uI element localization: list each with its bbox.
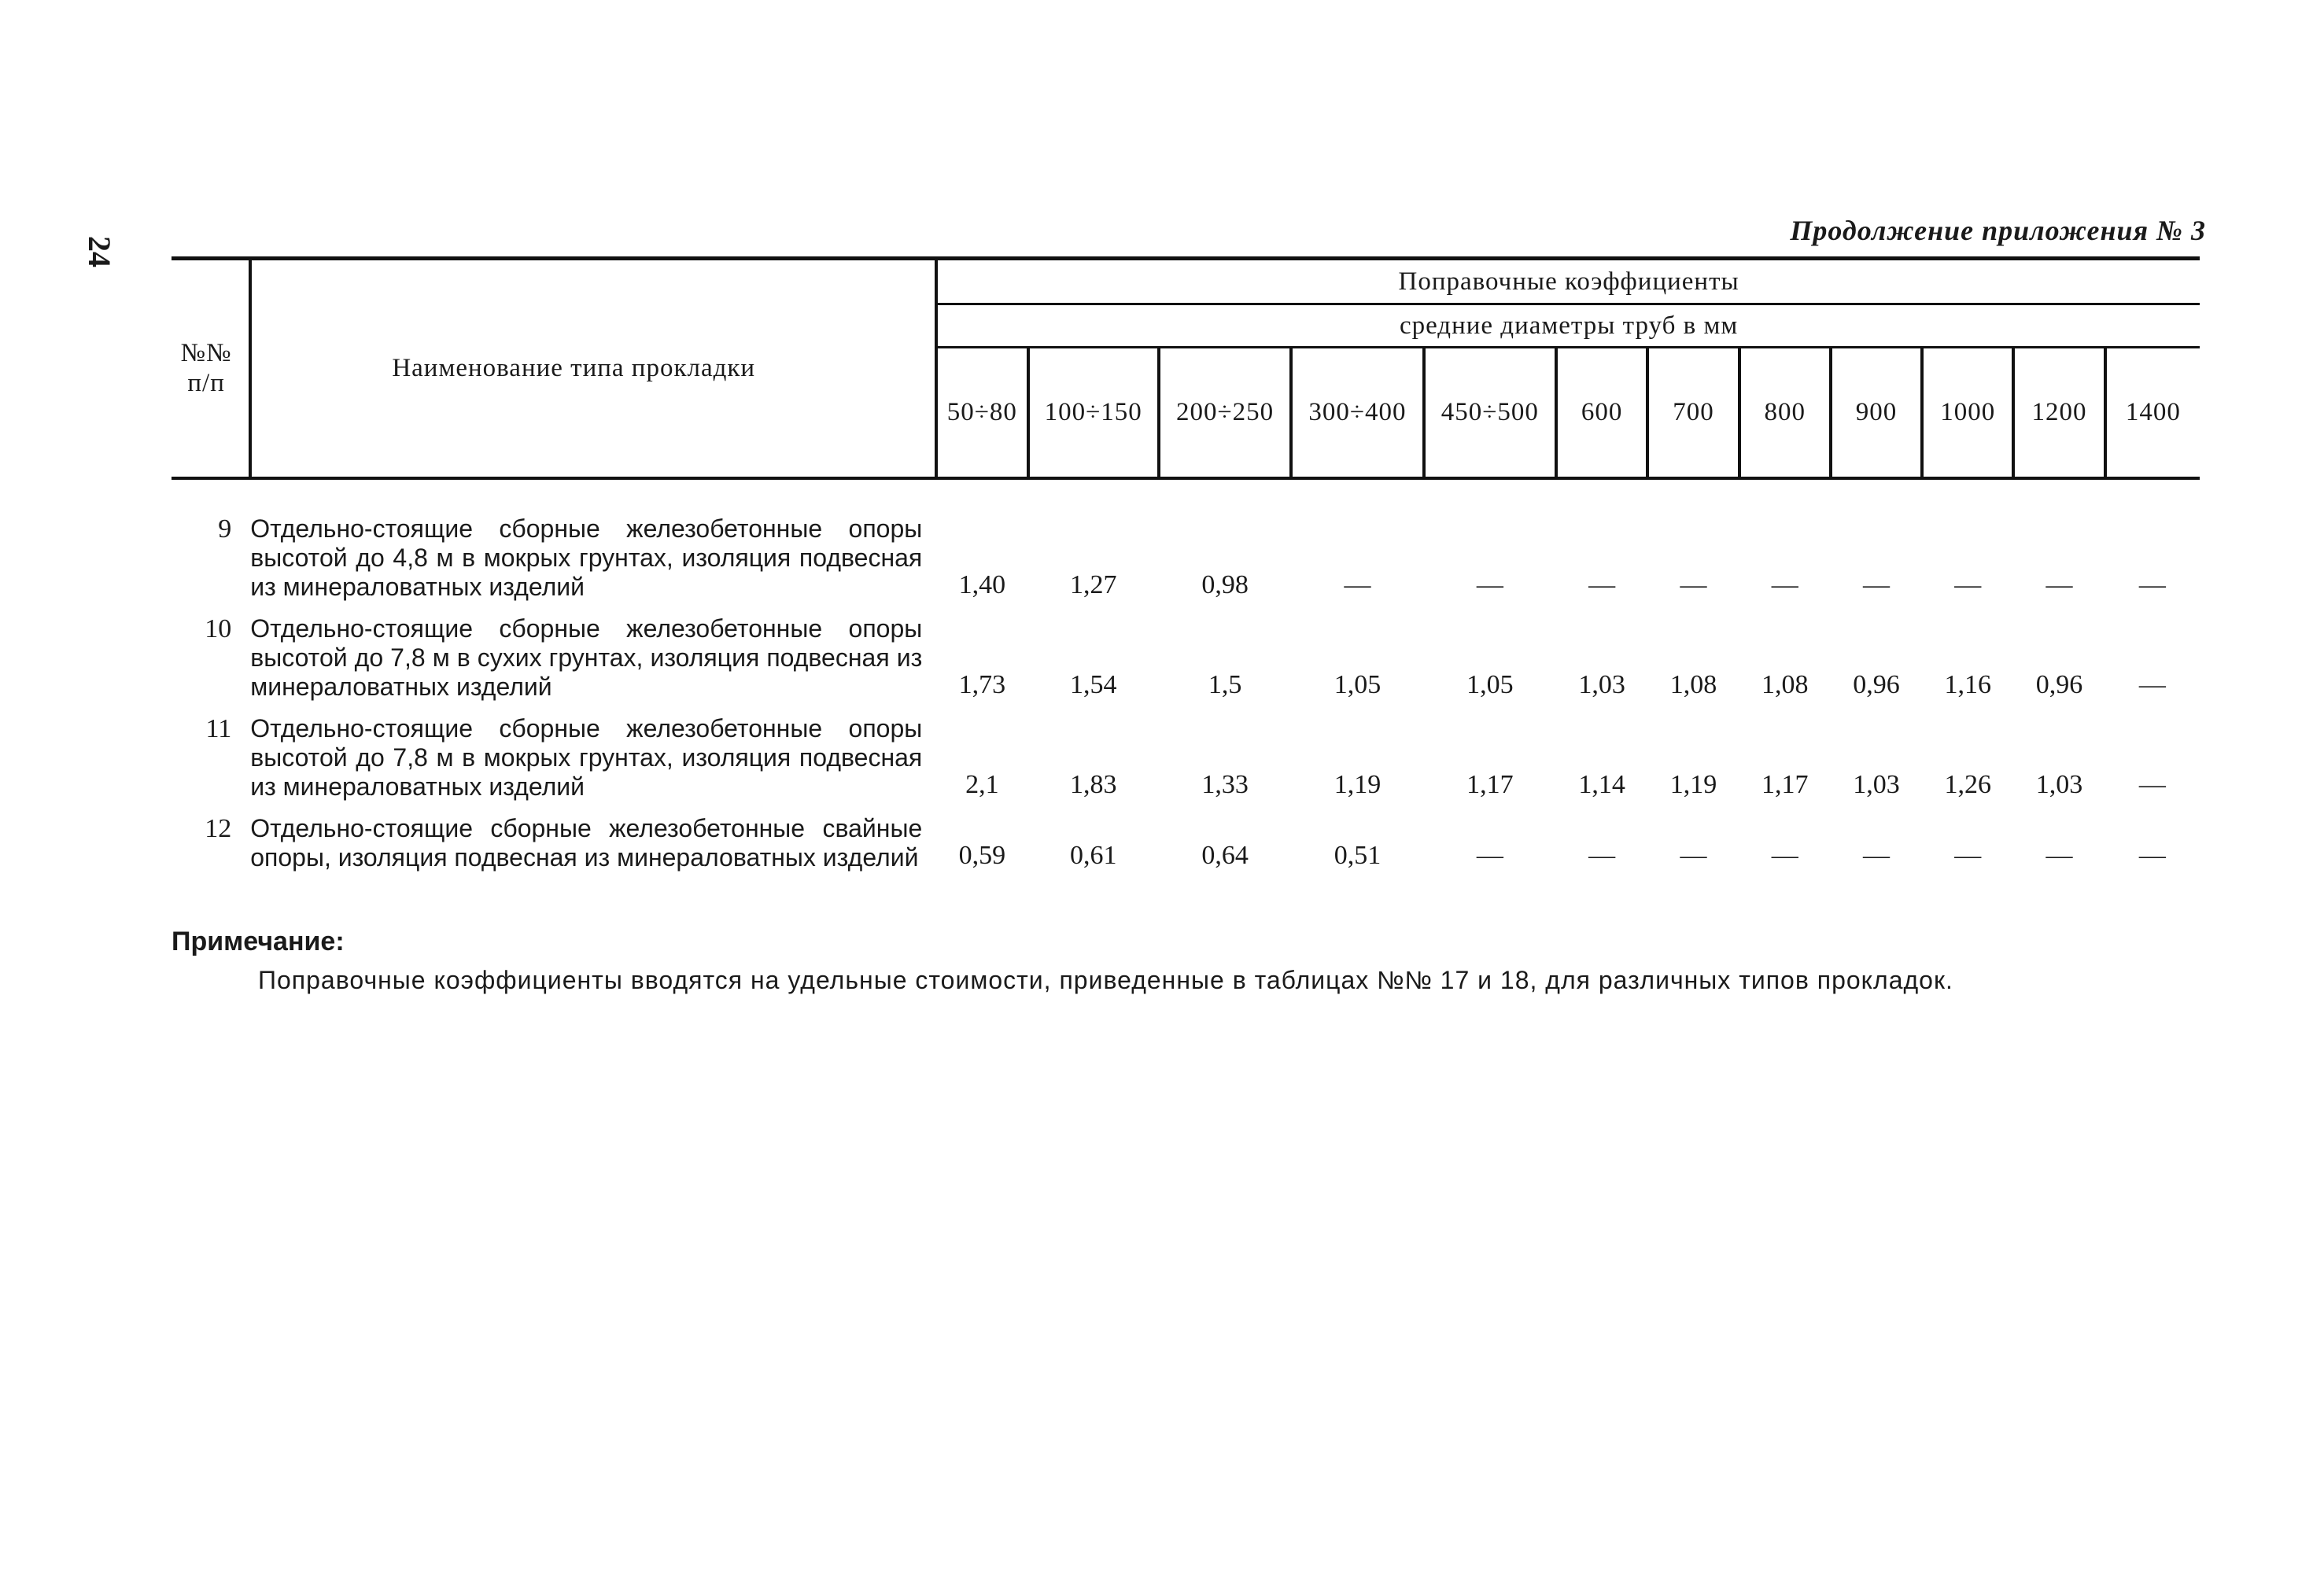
row-value: 1,19 xyxy=(1334,769,1381,799)
row-value: — xyxy=(2138,769,2166,799)
row-value: — xyxy=(1344,569,1371,599)
diameter-header: 700 xyxy=(1647,348,1739,478)
page-number: 24 xyxy=(82,236,117,267)
row-value: — xyxy=(1588,840,1616,870)
row-value: 1,26 xyxy=(1944,769,1991,799)
row-value: 1,17 xyxy=(1466,769,1514,799)
sub-header: средние диаметры труб в мм xyxy=(936,304,2200,348)
row-value: — xyxy=(2138,669,2166,699)
note-text: Поправочные коэффициенты вводятся на удельные стоимости, приведенные в таблицах №№ 17 и 18, для различных типов прокладок. xyxy=(258,966,1953,994)
row-value: — xyxy=(1954,569,1982,599)
row-value: — xyxy=(1862,840,1890,870)
diameter-header: 900 xyxy=(1831,348,1922,478)
row-value: — xyxy=(2138,840,2166,870)
row-value: — xyxy=(1771,840,1798,870)
row-value: 0,98 xyxy=(1201,569,1249,599)
row-value: 1,17 xyxy=(1761,769,1809,799)
diameter-header: 600 xyxy=(1556,348,1647,478)
col-num-header-line2: п/п xyxy=(187,369,225,398)
row-value: — xyxy=(1588,569,1616,599)
table-body xyxy=(172,478,2200,872)
row-value: 1,83 xyxy=(1069,769,1117,799)
row-value: 1,5 xyxy=(1208,669,1242,699)
diameter-header: 800 xyxy=(1739,348,1831,478)
diameter-header: 50÷80 xyxy=(936,348,1027,478)
row-number: 9 xyxy=(218,514,232,544)
row-value: 1,19 xyxy=(1669,769,1717,799)
row-value: — xyxy=(1680,569,1707,599)
row-value: — xyxy=(1954,840,1982,870)
row-value: 0,51 xyxy=(1334,840,1381,870)
row-value: 0,96 xyxy=(1853,669,1900,699)
row-value: — xyxy=(1771,569,1798,599)
row-number: 10 xyxy=(205,614,232,643)
row-value: 1,14 xyxy=(1578,769,1625,799)
row-name: Отдельно-стоящие сборные железобетонные опоры высотой до 7,8 м в мокрых грунтах, изоляция подвесная из минераловатных изделий xyxy=(250,713,923,801)
group-header: Поправочные коэффициенты xyxy=(936,259,2200,304)
row-value: 0,61 xyxy=(1069,840,1117,870)
row-value: 1,03 xyxy=(1853,769,1900,799)
row-value: 2,1 xyxy=(965,769,999,799)
table-row xyxy=(172,514,2200,602)
row-value: — xyxy=(1476,569,1503,599)
row-value: — xyxy=(1862,569,1890,599)
row-value: — xyxy=(1680,840,1707,870)
diameter-header: 1200 xyxy=(2013,348,2105,478)
row-value: 1,03 xyxy=(1578,669,1625,699)
table-row xyxy=(172,614,2200,702)
diameter-header: 450÷500 xyxy=(1424,348,1556,478)
diameter-header: 1000 xyxy=(1922,348,2013,478)
row-value: 0,59 xyxy=(958,840,1006,870)
row-value: 1,08 xyxy=(1669,669,1717,699)
row-name: Отдельно-стоящие сборные железобетонные опоры высотой до 7,8 м в сухих грунтах, изоляция подвесная из минераловатных изделий xyxy=(250,614,923,701)
diameter-header: 200÷250 xyxy=(1159,348,1291,478)
row-value: 1,05 xyxy=(1334,669,1381,699)
row-value: 1,54 xyxy=(1069,669,1117,699)
diameter-header: 100÷150 xyxy=(1028,348,1159,478)
row-value: 0,96 xyxy=(2035,669,2083,699)
row-value: 1,03 xyxy=(2035,769,2083,799)
col-name-header: Наименование типа прокладки xyxy=(250,259,936,478)
row-number: 12 xyxy=(205,813,232,843)
table-row xyxy=(172,714,2200,802)
row-value: — xyxy=(2045,840,2073,870)
table-row xyxy=(172,814,2200,872)
row-value: — xyxy=(1476,840,1503,870)
row-value: 1,05 xyxy=(1466,669,1514,699)
continuation-heading: Продолжение приложения № 3 xyxy=(1790,215,2206,246)
note-title: Примечание: xyxy=(172,927,345,956)
table-header xyxy=(172,259,2200,478)
diameter-header: 300÷400 xyxy=(1291,348,1423,478)
row-value: 1,73 xyxy=(958,669,1006,699)
coefficients-table xyxy=(172,256,2200,872)
row-value: 1,33 xyxy=(1201,769,1249,799)
row-value: 0,64 xyxy=(1201,840,1249,870)
row-name: Отдельно-стоящие сборные железобетонные свайные опоры, изоляция подвесная из минераловатных изделий xyxy=(250,813,923,872)
row-value: 1,27 xyxy=(1069,569,1117,599)
row-name: Отдельно-стоящие сборные железобетонные опоры высотой до 4,8 м в мокрых грунтах, изоляция подвесная из минераловатных изделий xyxy=(250,514,923,601)
diameter-header: 1400 xyxy=(2105,348,2200,478)
row-number: 11 xyxy=(205,713,232,743)
row-value: 1,08 xyxy=(1761,669,1809,699)
col-num-header xyxy=(172,259,250,478)
col-num-header-line1: №№ xyxy=(180,339,232,368)
row-value: — xyxy=(2138,569,2166,599)
row-value: 1,16 xyxy=(1944,669,1991,699)
row-value: — xyxy=(2045,569,2073,599)
row-value: 1,40 xyxy=(958,569,1006,599)
